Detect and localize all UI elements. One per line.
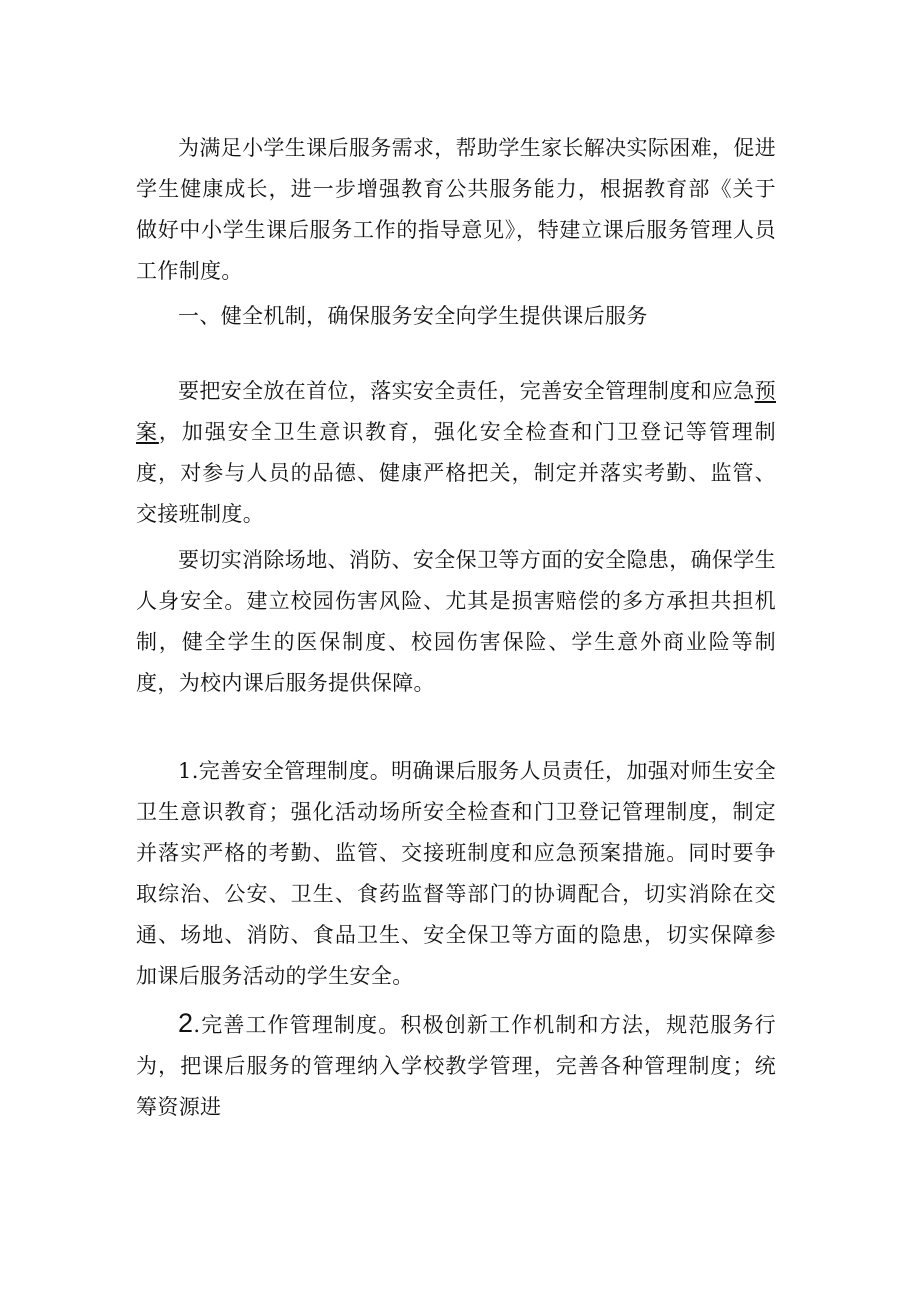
hazard-paragraph	[136, 540, 776, 704]
item-1-text: 1.完善安全管理制度。明确课后服务人员责任，加强对师生安全卫生意识教育；强化活动场所安全检查和门卫登记管理制度，制定并落实严格的考勤、监管、交接班制度和应急预案措施。同时要争取综治、公安、卫生、食药监督等部门的协调配合，切实消除在交通、场地、消防、食品卫生、安全保卫等方面的隐患，切实保障参加课后服务活动的学生安全。	[136, 759, 776, 988]
section-heading-text: 一、健全机制，确保服务安全向学生提供课后服务	[178, 304, 648, 328]
intro-paragraph	[136, 128, 776, 292]
safety-paragraph	[136, 371, 776, 535]
item-2-number: 2	[178, 1008, 194, 1038]
item-2-text: .完善工作管理制度。积极创新工作机制和方法，规范服务行为，把课后服务的管理纳入学校教学管理，完善各种管理制度；统筹资源进	[136, 1013, 776, 1119]
underlined-term: 预案	[136, 379, 776, 444]
section-heading	[136, 296, 776, 337]
item-2-paragraph	[136, 1003, 776, 1128]
safety-text-b: ，加强安全卫生意识教育，强化安全检查和门卫登记等管理制度，对参与人员的品德、健康严格把关，制定并落实考勤、监管、交接班制度。	[136, 420, 776, 526]
safety-text-a: 要把安全放在首位，落实安全责任，完善安全管理制度和应急	[178, 379, 755, 403]
item-1-paragraph	[136, 751, 776, 997]
hazard-text: 要切实消除场地、消防、安全保卫等方面的安全隐患，确保学生人身安全。建立校园伤害风险、尤其是损害赔偿的多方承担共担机制，健全学生的医保制度、校园伤害保险、学生意外商业险等制度，为校内课后服务提供保障。	[136, 548, 776, 695]
intro-text: 为满足小学生课后服务需求，帮助学生家长解决实际困难，促进学生健康成长，进一步增强教育公共服务能力，根据教育部《关于做好中小学生课后服务工作的指导意见》，特建立课后服务管理人员工作制度。	[136, 136, 776, 283]
